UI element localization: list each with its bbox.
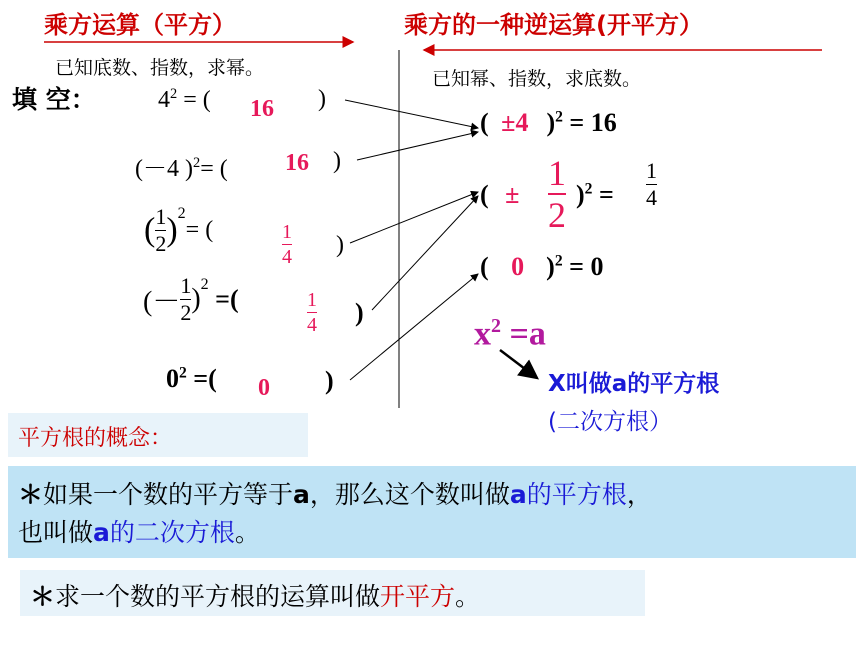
e3-num: 1 (155, 203, 167, 229)
right-eq-3 (480, 252, 603, 282)
e3-answer (282, 222, 292, 267)
r2-rest: = (592, 180, 614, 209)
r3-rest: = 0 (562, 252, 604, 281)
r4-exp: 2 (491, 315, 501, 337)
r2-tail (576, 180, 614, 210)
def2-p3: 。 (455, 582, 481, 611)
left-header-subtitle: 已知底数、指数，求幂。 (55, 57, 265, 79)
def1-a1: a (293, 480, 310, 509)
e5-answer: 0 (258, 375, 270, 401)
def1-p4: ， (626, 480, 652, 509)
r2-close: ) (576, 180, 585, 209)
e3-close-base: ) (166, 211, 178, 249)
e2-exp: 2 (192, 155, 201, 171)
e4-close: ) (355, 298, 364, 327)
left-header-title: 乘方运算（平方） (44, 11, 236, 39)
e1-base: 4 (158, 87, 170, 113)
r1-close: ) (546, 108, 556, 137)
right-eq-2 (480, 180, 527, 210)
r1-rest: = 16 (562, 108, 617, 137)
definition-1-text (18, 476, 853, 552)
def1-a3: a (93, 518, 110, 547)
e1-rest: = ( (177, 87, 211, 113)
left-eq-4 (143, 275, 239, 324)
e2-rest: = ( (200, 156, 228, 182)
e4-close-base: ) (191, 283, 201, 315)
note-line-1: X叫做a的平方根 (548, 371, 720, 397)
r2-num: 1 (646, 158, 657, 183)
e3-ans-num: 1 (282, 221, 292, 243)
note-line-2: (二次方根） (548, 409, 672, 435)
def2-p1: 求一个数的平方根的运算叫做 (55, 582, 381, 611)
r2-open: ( (480, 180, 489, 209)
left-eq-2 (135, 148, 228, 183)
concept-label: 平方根的概念： (18, 426, 173, 451)
concept-label-box (8, 413, 308, 457)
e3-fraction (155, 203, 167, 256)
definition-box-2 (20, 570, 645, 616)
r2-pm: ± (505, 180, 520, 209)
e2-close: ) (333, 148, 341, 174)
e4-answer (307, 290, 317, 335)
r1-open: ( (480, 108, 489, 137)
e5-close: ) (325, 366, 334, 395)
r3-open: ( (480, 252, 489, 281)
r2-value (646, 160, 657, 209)
def2-star: ＊ (30, 582, 56, 611)
e4-exp: 2 (200, 276, 209, 294)
e2-answer: 16 (285, 150, 309, 176)
e4-num: 1 (180, 273, 192, 298)
e3-close: ) (336, 232, 344, 258)
fill-label: 填 空： (12, 85, 96, 114)
e1-exp: 2 (170, 86, 178, 102)
e3-den: 2 (155, 230, 167, 256)
def2-p2: 开平方 (380, 582, 456, 611)
def1-p5: 也叫做 (18, 518, 94, 547)
e3-rest: = ( (185, 216, 214, 243)
e3-ans-den: 4 (282, 246, 292, 268)
r2-exp: 2 (584, 180, 593, 198)
e1-close: ) (318, 86, 326, 112)
e2-base: (－4 ) (135, 156, 193, 182)
r2-answer (548, 155, 566, 233)
e4-rest: =( (208, 284, 239, 314)
left-eq-3 (144, 205, 213, 255)
r1-answer: ±4 (501, 108, 529, 137)
r2-den: 4 (646, 185, 657, 210)
right-eq-1 (480, 108, 617, 138)
right-header-title: 乘方的一种逆运算(开平方） (404, 11, 703, 39)
def1-p7: 。 (234, 518, 260, 547)
e5-base: 0 (166, 364, 179, 393)
definition-2-text (30, 577, 480, 613)
e4-ans-num: 1 (307, 289, 317, 311)
left-eq-5 (166, 364, 217, 394)
def1-p2: ，那么这个数叫做 (309, 480, 510, 509)
r3-exp: 2 (554, 252, 563, 270)
connector-3 (350, 192, 478, 243)
e3-open: ( (144, 211, 156, 249)
def1-a2: a (509, 480, 527, 509)
r2-ans-num: 1 (548, 153, 566, 193)
e5-exp: 2 (179, 364, 187, 382)
r4-base: x (474, 315, 491, 353)
e4-open: (－ (143, 286, 181, 318)
def1-p3: 的平方根 (526, 480, 627, 509)
right-eq-4 (474, 315, 546, 353)
r3-close: ) (546, 252, 555, 281)
e3-exp: 2 (177, 205, 186, 222)
e4-den: 2 (180, 300, 192, 325)
r2-ans-den: 2 (548, 195, 566, 235)
e4-fraction (180, 275, 191, 324)
connector-2 (357, 132, 478, 160)
left-eq-1 (158, 86, 211, 114)
def1-p1: 如果一个数的平方等于 (43, 480, 294, 509)
def1-star: ＊ (18, 480, 44, 509)
r1-exp: 2 (555, 108, 563, 126)
e4-ans-den: 4 (307, 314, 317, 336)
connector-5 (350, 274, 478, 380)
definition-box-1 (8, 466, 856, 558)
r4-rest: =a (501, 315, 546, 353)
def1-p6: 的二次方根 (109, 518, 235, 547)
right-header-subtitle: 已知幂、指数，求底数。 (432, 68, 642, 90)
e5-rest: =( (186, 364, 217, 393)
x-arrow (500, 350, 537, 378)
connector-1 (345, 100, 478, 128)
e1-answer: 16 (250, 96, 274, 122)
r3-answer: 0 (511, 252, 525, 281)
